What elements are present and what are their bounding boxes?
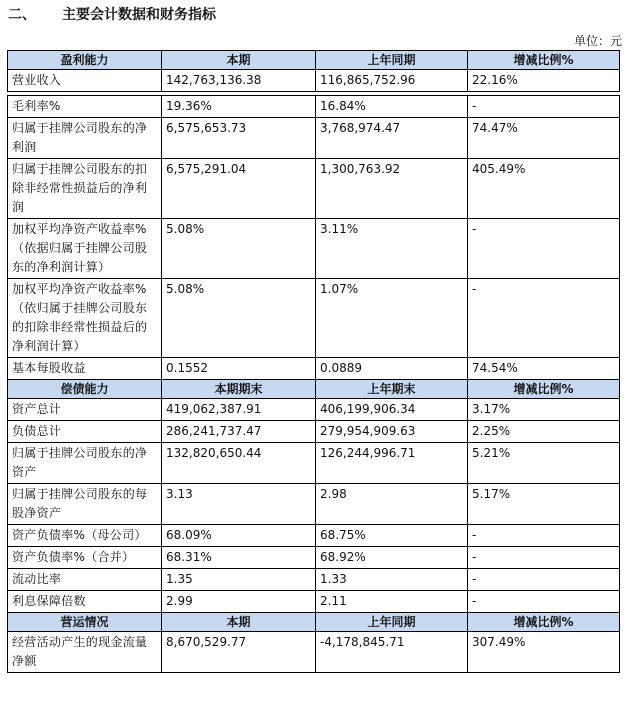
change-percent: - — [468, 591, 620, 613]
current-value: 1.35 — [162, 569, 316, 591]
change-percent: 5.21% — [468, 443, 620, 484]
current-value: 6,575,653.73 — [162, 118, 316, 159]
header-cell: 偿债能力 — [8, 380, 162, 399]
current-value: 5.08% — [162, 279, 316, 358]
change-percent: - — [468, 547, 620, 569]
prior-value: -4,178,845.71 — [316, 632, 468, 673]
section-number: 二、 — [8, 7, 36, 23]
change-percent: 74.47% — [468, 118, 620, 159]
table-row — [8, 484, 620, 525]
header-cell: 本期 — [162, 51, 316, 70]
row-label: 资产负债率%（母公司） — [8, 525, 162, 547]
prior-value: 0.0889 — [316, 358, 468, 380]
table-row — [8, 70, 620, 92]
current-value: 419,062,387.91 — [162, 399, 316, 421]
change-percent: 5.17% — [468, 484, 620, 525]
change-percent: - — [468, 219, 620, 279]
change-percent: 74.54% — [468, 358, 620, 380]
row-label: 归属于挂牌公司股东的扣除非经常性损益后的净利润 — [8, 159, 162, 219]
table-row — [8, 547, 620, 569]
current-value: 5.08% — [162, 219, 316, 279]
header-cell: 营运情况 — [8, 613, 162, 632]
row-label: 资产负债率%（合并） — [8, 547, 162, 569]
financial-indicators-table — [7, 50, 620, 673]
current-value: 0.1552 — [162, 358, 316, 380]
prior-value: 68.75% — [316, 525, 468, 547]
prior-value: 406,199,906.34 — [316, 399, 468, 421]
current-value: 142,763,136.38 — [162, 70, 316, 92]
change-percent: - — [468, 96, 620, 118]
table-row — [8, 219, 620, 279]
row-label: 流动比率 — [8, 569, 162, 591]
prior-value: 2.98 — [316, 484, 468, 525]
change-percent: 405.49% — [468, 159, 620, 219]
header-cell: 盈利能力 — [8, 51, 162, 70]
prior-value: 3,768,974.47 — [316, 118, 468, 159]
change-percent: 3.17% — [468, 399, 620, 421]
prior-value: 116,865,752.96 — [316, 70, 468, 92]
current-value: 68.09% — [162, 525, 316, 547]
change-percent: - — [468, 279, 620, 358]
row-label: 加权平均净资产收益率%（依归属于挂牌公司股东的扣除非经常性损益后的净利润计算） — [8, 279, 162, 358]
table-row — [8, 159, 620, 219]
current-value: 68.31% — [162, 547, 316, 569]
prior-value: 1.33 — [316, 569, 468, 591]
row-label: 加权平均净资产收益率%（依据归属于挂牌公司股东的净利润计算） — [8, 219, 162, 279]
current-value: 8,670,529.77 — [162, 632, 316, 673]
current-value: 3.13 — [162, 484, 316, 525]
unit-label: 单位：元 — [573, 34, 622, 48]
profitability-header-row — [8, 51, 620, 70]
prior-value: 16.84% — [316, 96, 468, 118]
table-row — [8, 279, 620, 358]
prior-value: 3.11% — [316, 219, 468, 279]
table-row — [8, 421, 620, 443]
prior-value: 126,244,996.71 — [316, 443, 468, 484]
current-value: 2.99 — [162, 591, 316, 613]
header-cell: 增减比例% — [468, 613, 620, 632]
table-row — [8, 591, 620, 613]
solvency-header-row — [8, 380, 620, 399]
prior-value: 1.07% — [316, 279, 468, 358]
header-cell: 本期 — [162, 613, 316, 632]
current-value: 6,575,291.04 — [162, 159, 316, 219]
prior-value: 68.92% — [316, 547, 468, 569]
prior-value: 1,300,763.92 — [316, 159, 468, 219]
row-label: 归属于挂牌公司股东的净资产 — [8, 443, 162, 484]
change-percent: 22.16% — [468, 70, 620, 92]
prior-value: 279,954,909.63 — [316, 421, 468, 443]
row-label: 经营活动产生的现金流量净额 — [8, 632, 162, 673]
header-cell: 上年期末 — [316, 380, 468, 399]
header-cell: 增减比例% — [468, 380, 620, 399]
table-row — [8, 632, 620, 673]
change-percent: 307.49% — [468, 632, 620, 673]
table-row — [8, 358, 620, 380]
prior-value: 2.11 — [316, 591, 468, 613]
change-percent: - — [468, 525, 620, 547]
operations-header-row — [8, 613, 620, 632]
current-value: 19.36% — [162, 96, 316, 118]
header-cell: 上年同期 — [316, 613, 468, 632]
change-percent: - — [468, 569, 620, 591]
row-label: 资产总计 — [8, 399, 162, 421]
section-heading — [8, 4, 216, 24]
table-row — [8, 399, 620, 421]
current-value: 286,241,737.47 — [162, 421, 316, 443]
row-label: 毛利率% — [8, 96, 162, 118]
row-label: 利息保障倍数 — [8, 591, 162, 613]
table-row — [8, 443, 620, 484]
table-row — [8, 525, 620, 547]
row-label: 基本每股收益 — [8, 358, 162, 380]
section-title: 主要会计数据和财务指标 — [62, 7, 216, 23]
change-percent: 2.25% — [468, 421, 620, 443]
table-row — [8, 569, 620, 591]
table-row — [8, 96, 620, 118]
header-cell: 上年同期 — [316, 51, 468, 70]
table-row — [8, 118, 620, 159]
row-label: 负债总计 — [8, 421, 162, 443]
header-cell: 增减比例% — [468, 51, 620, 70]
row-label: 归属于挂牌公司股东的净利润 — [8, 118, 162, 159]
current-value: 132,820,650.44 — [162, 443, 316, 484]
row-label: 归属于挂牌公司股东的每股净资产 — [8, 484, 162, 525]
header-cell: 本期期末 — [162, 380, 316, 399]
row-label: 营业收入 — [8, 70, 162, 92]
